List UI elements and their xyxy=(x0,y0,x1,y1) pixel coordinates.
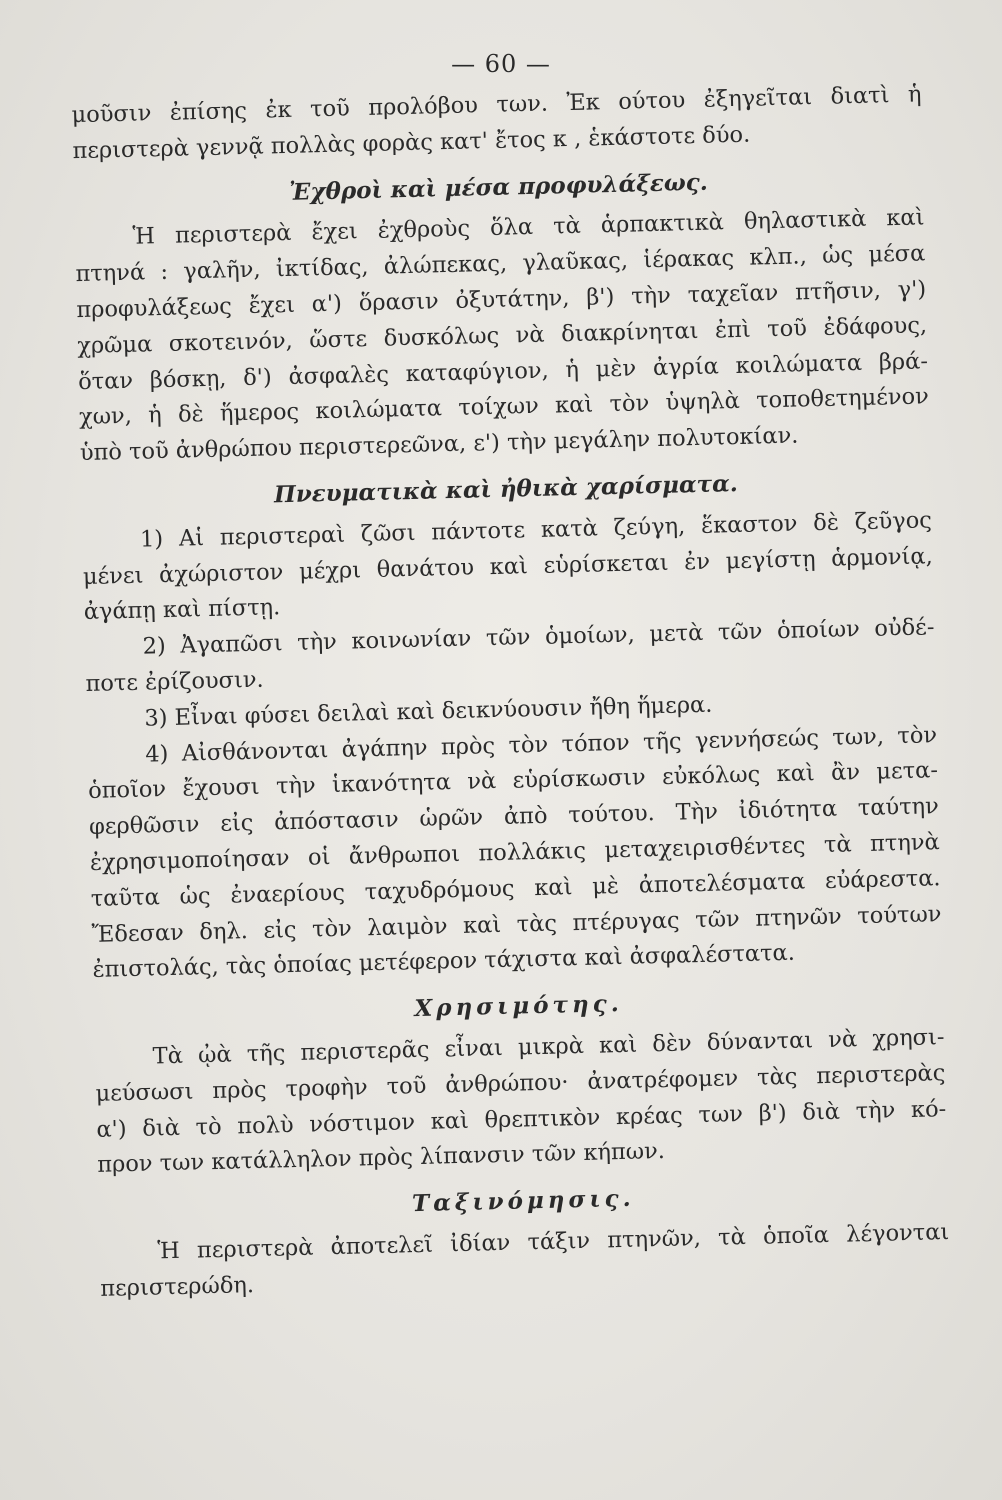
paragraph-line: ἐχρησιμοποίησαν οἱ ἄνθρωποι πολλάκις μεταχειρισθέντες τὰ πτηνὰ xyxy=(89,829,940,876)
paragraph-line: προφυλάξεως ἔχει α') ὅρασιν ὀξυτάτην, β') τὴν ταχεῖαν πτῆσιν, γ') xyxy=(76,276,927,324)
paragraph-line: μένει ἀχώριστον μέχρι θανάτου καὶ εὑρίσκεται ἐν μεγίστῃ ἁρμονίᾳ, xyxy=(82,542,933,590)
paragraph-line: Ἡ περιστερὰ ἀποτελεῖ ἰδίαν τάξιν πτηνῶν, τὰ ὁποῖα λέγονται xyxy=(157,1218,950,1265)
paragraph-line: ταῦτα ὡς ἐναερίους ταχυδρόμους καὶ μὲ ἀποτελέσματα εὐάρεστα. xyxy=(90,864,941,912)
paragraph-line: 2) Ἀγαπῶσι τὴν κοινωνίαν τῶν ὁμοίων, μετὰ τῶν ὁποίων οὐδέ- xyxy=(142,614,935,660)
page-body xyxy=(71,77,950,1307)
paragraph-line: χρῶμα σκοτεινόν, ὥστε δυσκόλως νὰ διακρίνηται ἐπὶ τοῦ ἐδάφους, xyxy=(76,312,928,359)
paragraph-line: α') διὰ τὸ πολὺ νόστιμον καὶ θρεπτικὸν κρέας των β') διὰ τὴν κό- xyxy=(96,1095,947,1143)
paragraph-line: πτηνά : γαλῆν, ἰκτίδας, ἀλώπεκας, γλαῦκας, ἱέρακας κλπ., ὡς μέσα xyxy=(75,240,926,288)
paragraph-line: φερθῶσιν εἰς ἀπόστασιν ὡρῶν ἀπὸ τούτου. Τὴν ἰδιότητα ταύτην xyxy=(88,793,940,841)
paragraph-line: προν των κατάλληλον πρὸς λίπανσιν τῶν κήπων. xyxy=(96,1138,666,1179)
paragraph-line: Ἔδεσαν δηλ. εἰς τὸν λαιμὸν καὶ τὰς πτέρυγας τῶν πτηνῶν τούτων xyxy=(91,900,942,948)
paragraph-line: μεύσωσι πρὸς τροφὴν τοῦ ἀνθρώπου· ἀνατρέφομεν τὰς περιστερὰς xyxy=(95,1059,946,1107)
paragraph-line: ὁποῖον ἔχουσι τὴν ἱκανότητα νὰ εὑρίσκωσιν εὐκόλως καὶ ἂν μετα- xyxy=(87,757,939,805)
paragraph-line: ὅταν βόσκῃ, δ') ἀσφαλὲς καταφύγιον, ἡ μὲν ἀγρία κοιλώματα βρά- xyxy=(77,347,929,395)
paragraph-line: 4) Αἰσθάνονται ἀγάπην πρὸς τὸν τόπον τῆς γεννήσεώς των, τὸν xyxy=(144,721,938,768)
intro-line: περιστερὰ γεννᾷ πολλὰς φορὰς κατ' ἔτος κ , ἑκάστοτε δύο. xyxy=(72,121,751,164)
paragraph-line: ποτε ἐρίζουσιν. xyxy=(85,666,264,697)
section-heading-usefulness: Χρησιμότης. xyxy=(414,990,624,1023)
section-heading-virtues: Πνευματικὰ καὶ ἠθικὰ χαρίσματα. xyxy=(273,469,739,509)
paragraph-line: 3) Εἶναι φύσει δειλαὶ καὶ δεικνύουσιν ἤθη ἥμερα. xyxy=(144,691,713,732)
section-heading-classification: Ταξινόμησις. xyxy=(411,1184,635,1218)
page-number: — 60 — xyxy=(451,50,551,78)
paragraph-line: ὑπὸ τοῦ ἀνθρώπου περιστερεῶνα, ε') τὴν μεγάλην πολυτοκίαν. xyxy=(79,422,799,467)
paragraph-line: Τὰ ᾠὰ τῆς περιστερᾶς εἶναι μικρὰ καὶ δὲν δύνανται νὰ χρησι- xyxy=(152,1024,945,1070)
paragraph-line: ἀγάπῃ καὶ πίστῃ. xyxy=(83,594,281,626)
paragraph-line: 1) Αἱ περιστεραὶ ζῶσι πάντοτε κατὰ ζεύγη, ἕκαστον δὲ ζεῦγος xyxy=(139,507,933,553)
section-heading-enemies: Ἐχθροὶ καὶ μέσα προφυλάξεως. xyxy=(289,168,709,206)
paragraph-line: ἐπιστολάς, τὰς ὁποίας μετέφερον τάχιστα καὶ ἀσφαλέστατα. xyxy=(92,940,796,984)
paragraph-line: Ἡ περιστερὰ ἔχει ἐχθροὺς ὅλα τὰ ἁρπακτικὰ θηλαστικὰ καὶ xyxy=(132,204,925,251)
intro-line: μοῦσιν ἐπίσης ἐκ τοῦ προλόβου των. Ἐκ ούτου ἐξηγεῖται διατὶ ἡ xyxy=(71,81,922,129)
paragraph-line: περιστερώδη. xyxy=(99,1271,255,1302)
paragraph-line: χων, ἡ δὲ ἥμερος κοιλώματα τοίχων καὶ τὸν ὑψηλὰ τοποθετημένον xyxy=(78,383,930,431)
